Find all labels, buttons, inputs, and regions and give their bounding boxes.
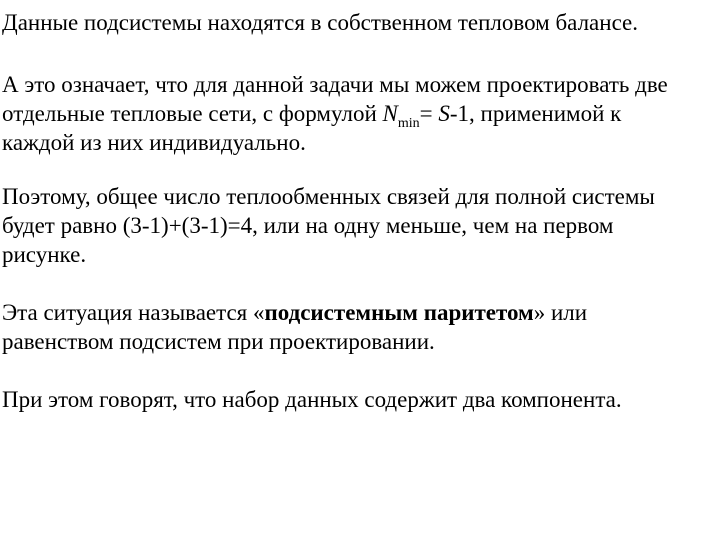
- paragraph-two-components: [2, 385, 714, 414]
- text-fragment: » или: [533, 300, 588, 325]
- text-line: рисунке.: [2, 242, 87, 267]
- text-fragment: -1, применимой к: [449, 101, 622, 126]
- paragraph-connection-count: [2, 182, 714, 269]
- formula-variable-s: S: [438, 101, 450, 126]
- text-line: Поэтому, общее число теплообменных связей для полной системы: [2, 184, 655, 209]
- text-line: каждой из них индивидуально.: [2, 130, 306, 155]
- text-line: [2, 298, 714, 327]
- paragraph-subsystem-parity: [2, 298, 714, 356]
- formula-equals: =: [419, 101, 439, 126]
- bold-term-subsystem-parity: подсистемным паритетом: [264, 300, 534, 325]
- text-fragment: отдельные тепловые сети, с формулой: [2, 101, 383, 126]
- text-line: Данные подсистемы находятся в собственном тепловом балансе.: [2, 10, 639, 35]
- text-line: При этом говорят, что набор данных содержит два компонента.: [2, 387, 622, 412]
- formula-subscript-min: min: [397, 116, 420, 131]
- formula-variable-n: N: [382, 101, 398, 126]
- text-line: А это означает, что для данной задачи мы можем проектировать две: [2, 72, 668, 97]
- paragraph-separate-networks: [2, 70, 714, 157]
- text-line-with-formula: [2, 99, 714, 131]
- text-line: равенством подсистем при проектировании.: [2, 329, 435, 354]
- text-fragment: Эта ситуация называется «: [2, 300, 265, 325]
- paragraph-subsystem-balance: [2, 8, 714, 37]
- text-line: будет равно (3-1)+(3-1)=4, или на одну меньше, чем на первом: [2, 213, 614, 238]
